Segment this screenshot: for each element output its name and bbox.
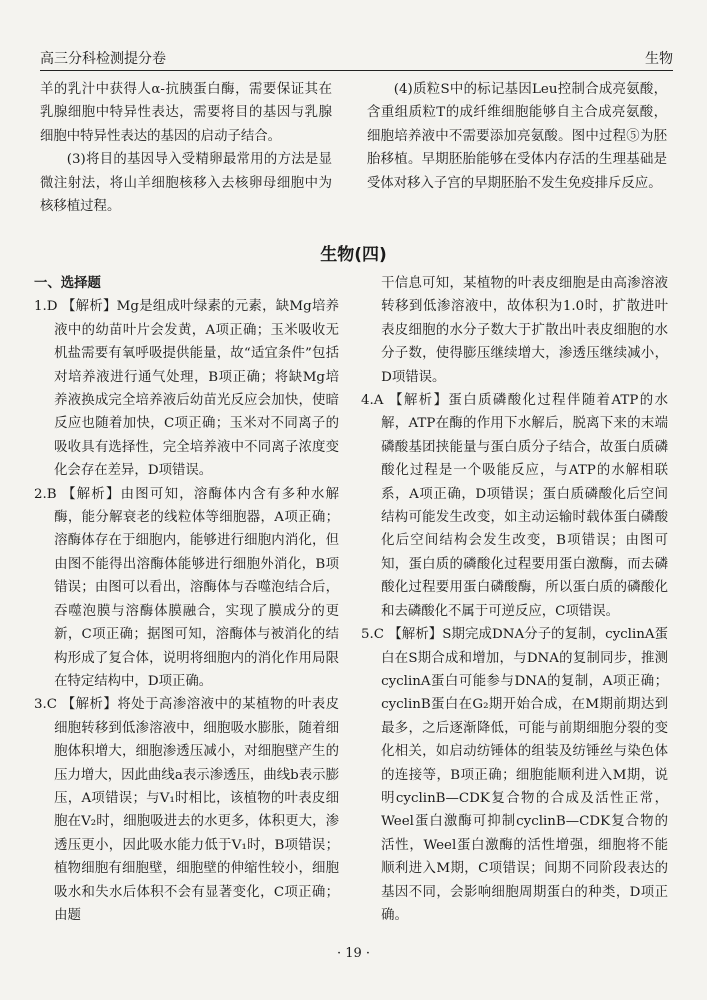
answer-item: 3.C 【解析】将处于高渗溶液中的某植物的叶表皮细胞转移到低渗溶液中，细胞吸水膨胀，随着细胞体积增大，细胞渗透压减小，对细胞壁产生的压力增大，因此曲线a表示渗透压，曲线b表示膨压，A项错误；与V₁时相比，该植物的叶表皮细胞在V₂时，细胞吸进去的水更多，体积更大，渗透压更小，因此吸水能力低于V₁时，B项错误；植物细胞有细胞壁，细胞壁的伸缩性较小，细胞吸水和失水后体积不会有显著变化，C项正确；由题 xyxy=(34,697,339,923)
top-left-column xyxy=(40,78,332,218)
section-heading: 一、选择题 xyxy=(34,275,101,291)
section-title: 生物(四) xyxy=(320,245,387,265)
answer-item: 4.A 【解析】蛋白质磷酸化过程伴随着ATP的水解，ATP在酶的作用下水解后，脱离下来的末端磷酸基团挟能量与蛋白质分子结合，故蛋白质磷酸化过程是一个吸能反应，与ATP的水解相联系，A项正确，D项错误；蛋白质磷酸化后空间结构可能发生改变，如主动运输时载体蛋白磷酸化后空间结构会发生改变，B项错误；由图可知，蛋白质的磷酸化过程要用蛋白激酶，而去磷酸化过程要用蛋白磷酸酶，所以蛋白质的磷酸化和去磷酸化不属于可逆反应，C项错误。 xyxy=(361,393,668,619)
answer-continuation: 干信息可知，某植物的叶表皮细胞是由高渗溶液转移到低渗溶液中，故体积为1.0时，扩散进叶表皮细胞的水分子数大于扩散出叶表皮细胞的水分子数，使得膨压继续增大，渗透压继续减小，D项错误。 xyxy=(381,276,668,385)
header-title: 高三分科检测提分卷 xyxy=(40,51,166,67)
paragraph: (3)将目的基因导入受精卵最常用的方法是显微注射法，将山羊细胞核移入去核卵母细胞中为核移植过程。 xyxy=(40,152,332,215)
page-header xyxy=(40,48,673,71)
paragraph: (4)质粒S中的标记基因Leu控制合成亮氨酸，含重组质粒T的成纤维细胞能够自主合成亮氨酸，细胞培养液中不需要添加亮氨酸。图中过程⑤为胚胎移植。早期胚胎能够在受体内存活的生理基础是受体对移入子宫的早期胚胎不发生免疫排斥反应。 xyxy=(367,82,667,191)
header-subject: 生物 xyxy=(645,51,673,67)
right-column xyxy=(361,272,668,927)
answer-item: 5.C 【解析】S期完成DNA分子的复制，cyclinA蛋白在S期合成和增加，与DNA的复制同步，推测cyclinA蛋白可能参与DNA的复制，A项正确；cyclinB蛋白在G₂期开始合成，在M期前期达到最多，之后逐渐降低，可能与前期细胞分裂的变化相关，如启动纺锤体的组装及纺锤丝与染色体的连接等，B项正确；细胞能顺利进入M期，说明cyclinB—CDK复合物的合成及活性正常，Weel蛋白激酶可抑制cyclinB—CDK复合物的活性，Weel蛋白激酶的活性增强，细胞将不能顺利进入M期，C项错误；间期不同阶段表达的基因不同，会影响细胞周期蛋白的种类，D项正确。 xyxy=(361,627,668,923)
answer-item: 2.B 【解析】由图可知，溶酶体内含有多种水解酶，能分解衰老的线粒体等细胞器，A项正确；溶酶体存在于细胞内，能够进行细胞内消化，但由图不能得出溶酶体能够进行细胞外消化，B项错误；由图可以看出，溶酶体与吞噬泡结合后，吞噬泡膜与溶酶体膜融合，实现了膜成分的更新，C项正确；据图可知，溶酶体与被消化的结构形成了复合体，说明将细胞内的消化作用局限在特定结构中，D项正确。 xyxy=(34,486,339,689)
paragraph: 羊的乳汁中获得人α-抗胰蛋白酶，需要保证其在乳腺细胞中特异性表达，需要将目的基因与乳腺细胞中特异性表达的基因的启动子结合。 xyxy=(40,82,332,144)
answer-item: 1.D 【解析】Mg是组成叶绿素的元素，缺Mg培养液中的幼苗叶片会发黄，A项正确；玉米吸收无机盐需要有氧呼吸提供能量，故“适宜条件”包括对培养液进行通气处理，B项正确；将缺Mg培养液换成完全培养液后幼苗光反应会加快，使暗反应也随着加快，C项正确；玉米对不同离子的吸收具有选择性，完全培养液中不同离子浓度变化会存在差异，D项错误。 xyxy=(34,299,339,479)
top-right-column xyxy=(367,78,667,195)
page-number: · 19 · xyxy=(336,946,371,961)
left-column xyxy=(34,272,339,927)
